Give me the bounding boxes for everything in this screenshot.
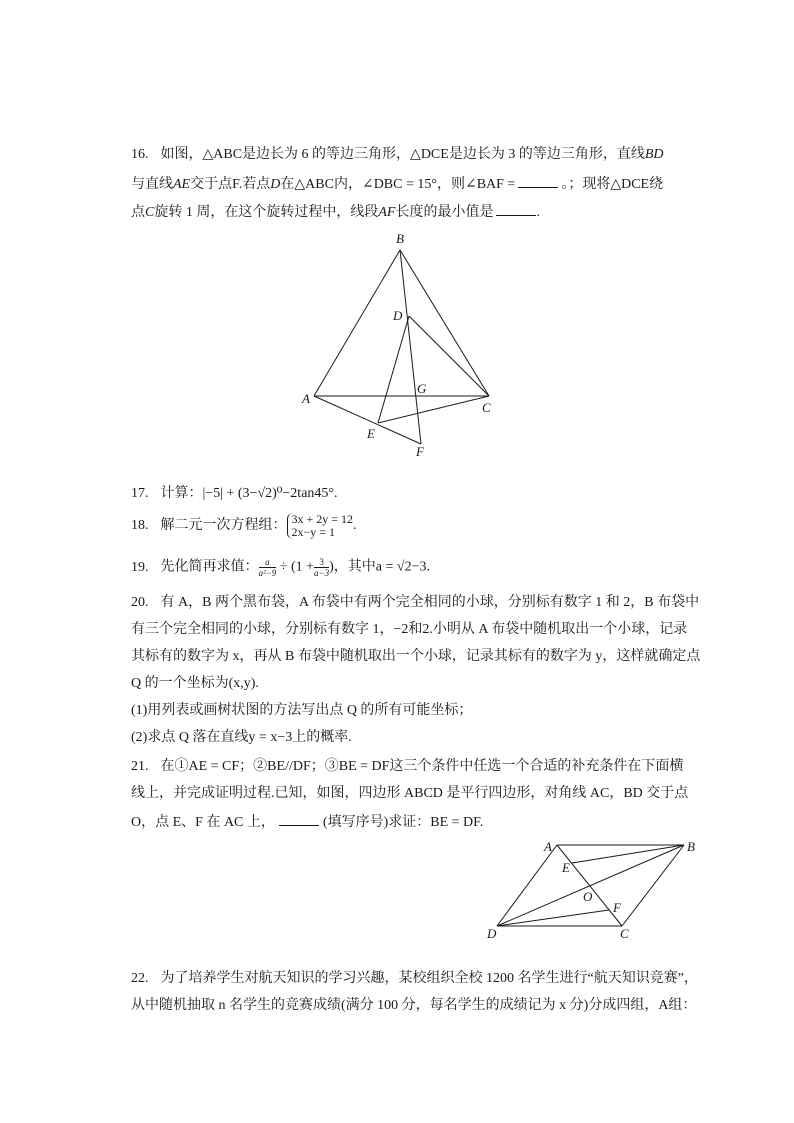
label-f: F [613,900,621,915]
label-d: D [487,926,497,941]
q19-f2-den: a−3 [314,568,330,578]
segment-ec [378,396,489,423]
q16-text-2b: 交于点F.若点 [190,177,271,192]
q16-text-1: 如图，△ABC是边长为 6 的等边三角形，△DCE是边长为 3 的等边三角形，直线 [160,147,645,162]
q19-tail: )，其中a = √2−3. [329,559,430,575]
segment-de [378,316,409,423]
q16-figure [0,0,794,470]
label-g: G [417,381,427,396]
q22-line-1 [131,969,698,989]
q16-text-2end: 。；现将△DCE绕 [561,177,664,192]
q21-number: 21. [131,759,149,774]
q16-bd: BD [644,147,664,162]
q16-text-3b: 旋转 1 周，在这个旋转过程中，线段 [154,205,379,220]
label-a: A [544,839,552,854]
q16-text-2c: 在△ABC内，∠DBC = 15°，则∠BAF = [280,177,516,192]
q21-line-2: 线上，并完成证明过程.已知，如图，四边形 ABCD 是平行四边形，对角线 AC，BD 交于点 [131,786,689,801]
q16-af: AF [378,205,396,220]
q20-line-2: 有三个完全相同的小球，分别标有数字 1，−2和2.小明从 A 布袋中随机取出一个小球，记录 [131,622,688,637]
q19-fraction-1 [259,557,277,578]
label-f: F [416,444,424,459]
q19-f1-num: a [265,557,270,567]
q20-line-1 [131,593,699,613]
q19-number: 19. [131,559,149,575]
q20-sub-1: (1)用列表或画树状图的方法写出点 Q 的所有可能坐标； [131,703,473,718]
q16-c: C [145,205,155,220]
q21-text-1: 在①AE = CF；②BE//DF；③BE = DF这三个条件中任选一个合适的补充条件在下面横 [160,759,684,774]
q18-eq2: 2x−y = 1 [291,525,336,539]
q19-fraction-2 [314,557,329,578]
q20-line-3: 其标有的数字为 x，再从 B 布袋中随机取出一个小球，记录其标有的数字为 y，这样就确定点 [131,649,701,664]
q16-number: 16. [131,147,149,162]
q16-d: D [270,177,281,192]
q19-lead: 先化简再求值： [160,559,259,575]
q16-text-3a: 点 [131,205,145,220]
label-e: E [562,860,570,875]
q17-line [131,484,338,504]
q21-text-3b: (填写序号)求证：BE = DF. [322,815,484,830]
label-b: B [396,231,404,246]
q18-number: 18. [131,518,149,534]
label-b: B [687,839,695,854]
segment-ba [314,250,400,396]
q18-text: 解二元一次方程组： [160,518,287,534]
q16-ae: AE [173,177,191,192]
q19-mid: ÷ (1 + [279,559,315,575]
q20-number: 20. [131,595,149,610]
label-a: A [302,391,310,406]
q22-text-1: 为了培养学生对航天知识的学习兴趣，某校组织全校 1200 名学生进行“航天知识竞赛”， [160,971,698,986]
q16-text-2a: 与直线 [131,177,173,192]
q19-f1-den: a²−9 [258,568,277,578]
segment-da [497,845,557,926]
q17-number: 17. [131,486,149,501]
segment-bc [622,845,684,926]
q18-line [131,513,357,539]
q21-line-1 [131,757,683,777]
label-c: C [482,400,491,415]
q20-sub-2: (2)求点 Q 落在直线y = x−3上的概率. [131,730,352,745]
q20-text-1: 有 A，B 两个黑布袋，A 布袋中有两个完全相同的小球，分别标有数字 1 和 2，B 布袋中 [160,595,700,610]
q16-text-3end: 长度的最小值是 [395,205,494,220]
label-c: C [620,926,629,941]
q20-line-4: Q 的一个坐标为(x,y). [131,676,259,691]
q18-eq1: 3x + 2y = 12 [291,512,354,526]
q19-f2-num: 3 [319,557,324,567]
q19-line [131,557,430,578]
q21-figure [0,830,794,950]
q21-blank [279,811,319,826]
q18-period: . [353,518,357,534]
label-o: O [583,889,593,904]
segment-be [572,845,684,863]
q18-equation-system [287,513,354,539]
label-e: E [367,426,375,441]
segment-df [497,910,609,926]
q17-text: 计算：|−5| + (3−√2)⁰−2tan45°. [160,486,338,501]
q22-line-2: 从中随机抽取 n 名学生的竞赛成绩(满分 100 分，每名学生的成绩记为 x 分)分成四组，A组： [131,998,697,1013]
q16-period: . [536,205,540,220]
q22-number: 22. [131,971,149,986]
q21-text-3a: O，点 E、F 在 AC 上， [131,815,275,830]
segment-bd [497,845,684,926]
label-d: D [393,308,403,323]
